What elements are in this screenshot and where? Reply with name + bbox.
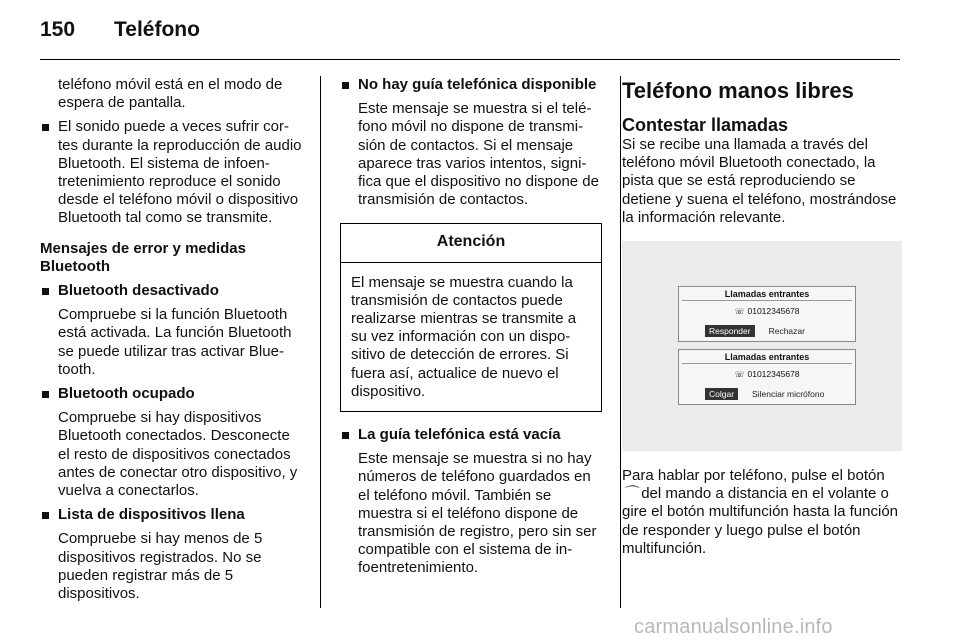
column-divider [320, 76, 321, 608]
error-item-head: La guía telefónica está vacía [358, 426, 561, 444]
phone-icon: ☏ [734, 370, 745, 380]
incoming-call-figure [622, 241, 902, 451]
watermark: carmanualsonline.info [634, 616, 833, 638]
error-item [40, 282, 302, 379]
caller-number [679, 369, 855, 380]
paragraph-talk-end: del mando a distancia en el volante o gire el botón multifunción hasta la función de responder y luego pulse el botón multifunción. [622, 485, 899, 557]
screen-buttons [705, 325, 849, 337]
section-title: Teléfono manos libres [622, 78, 854, 103]
caller-number-text: 01012345678 [747, 306, 800, 317]
page-number: 150 [40, 18, 76, 41]
bullet-icon [342, 432, 349, 439]
caller-number-text: 01012345678 [747, 369, 800, 380]
error-item [40, 506, 302, 603]
column-middle [340, 76, 602, 578]
screen-title: Llamadas entrantes [682, 351, 852, 364]
mute-mic-button[interactable]: Silenciar micrófono [752, 389, 825, 400]
header-rule [40, 59, 900, 60]
answer-button[interactable]: Responder [705, 325, 755, 337]
error-item-body: Este mensaje se muestra si el teléfono móvil no dispone de transmisión de contactos. Si el mensaje aparece tras varios intentos, significa que el dispositivo no dispone de transmisión de contactos. [358, 100, 599, 209]
bullet-icon [42, 124, 49, 131]
note-body: El mensaje se muestra cuando la transmisión de contactos puede realizarse mientras se transmite a su vez información con un dispositivo de detección de errores. Si fuera así, actualice de nuevo el dispositivo. [351, 273, 577, 400]
error-item-head: Lista de dispositivos llena [58, 506, 245, 524]
paragraph-talk-start: Para hablar por teléfono, pulse el botón [622, 467, 885, 485]
active-call-screen [678, 349, 856, 405]
incoming-call-screen [678, 286, 856, 342]
error-item-head: Bluetooth desactivado [58, 282, 219, 300]
section-heading-errors: Mensajes de error y medidas Bluetooth [40, 239, 246, 275]
phone-button-icon: ⌒ [622, 485, 638, 503]
screen-title: Llamadas entrantes [682, 288, 852, 301]
paragraph-talk [622, 467, 902, 558]
subsection-title: Contestar llamadas [622, 115, 789, 135]
intro-continuation: teléfono móvil está en el modo de espera de pantalla. [58, 76, 283, 112]
note-title: Atención [341, 224, 601, 262]
error-item-head: Bluetooth ocupado [58, 385, 195, 403]
error-item-head: No hay guía telefónica disponible [358, 76, 597, 93]
error-item [340, 76, 602, 209]
hang-up-button[interactable]: Colgar [705, 388, 738, 400]
column-left [40, 76, 302, 603]
bullet-sound-text: El sonido puede a veces sufrir cortes durante la reproducción de audio Bluetooth. El sistema de infoentretenimiento reproduce el sonido desde el teléfono móvil o dispositivo Bluetooth tal como se transmite. [58, 118, 302, 227]
error-item [40, 385, 302, 500]
note-box [340, 223, 602, 412]
bullet-icon [42, 512, 49, 519]
column-divider [620, 76, 621, 608]
error-item [340, 426, 602, 578]
column-right [622, 78, 902, 558]
bullet-icon [42, 391, 49, 398]
error-item-body: Compruebe si hay menos de 5 dispositivos registrados. No se pueden registrar más de 5 dispositivos. [58, 530, 263, 603]
error-item-body: Este mensaje se muestra si no hay números de teléfono guardados en el teléfono móvil. También se muestra si el teléfono dispone de transmisión de registro, pero sin ser compatible con el sistema de infoentretenimiento. [358, 450, 597, 577]
paragraph-incoming-call: Si se recibe una llamada a través del teléfono móvil Bluetooth conectado, la pista que se está reproduciendo se detiene y suena el teléfono, mostrándose la información relevante. [622, 136, 897, 226]
bullet-sound [40, 118, 302, 227]
error-item-body: Compruebe si hay dispositivos Bluetooth conectados. Desconecte el resto de dispositivos conectados antes de conectar otro dispositivo, y vuelva a conectarlos. [58, 409, 298, 500]
bullet-icon [342, 82, 349, 89]
bullet-icon [42, 288, 49, 295]
reject-button[interactable]: Rechazar [768, 326, 805, 337]
page-title: Teléfono [114, 18, 200, 41]
screen-buttons [705, 388, 849, 400]
caller-number [679, 306, 855, 317]
error-item-body: Compruebe si la función Bluetooth está activada. La función Bluetooth se puede utilizar tras activar Bluetooth. [58, 306, 292, 378]
phone-icon: ☏ [734, 307, 745, 317]
